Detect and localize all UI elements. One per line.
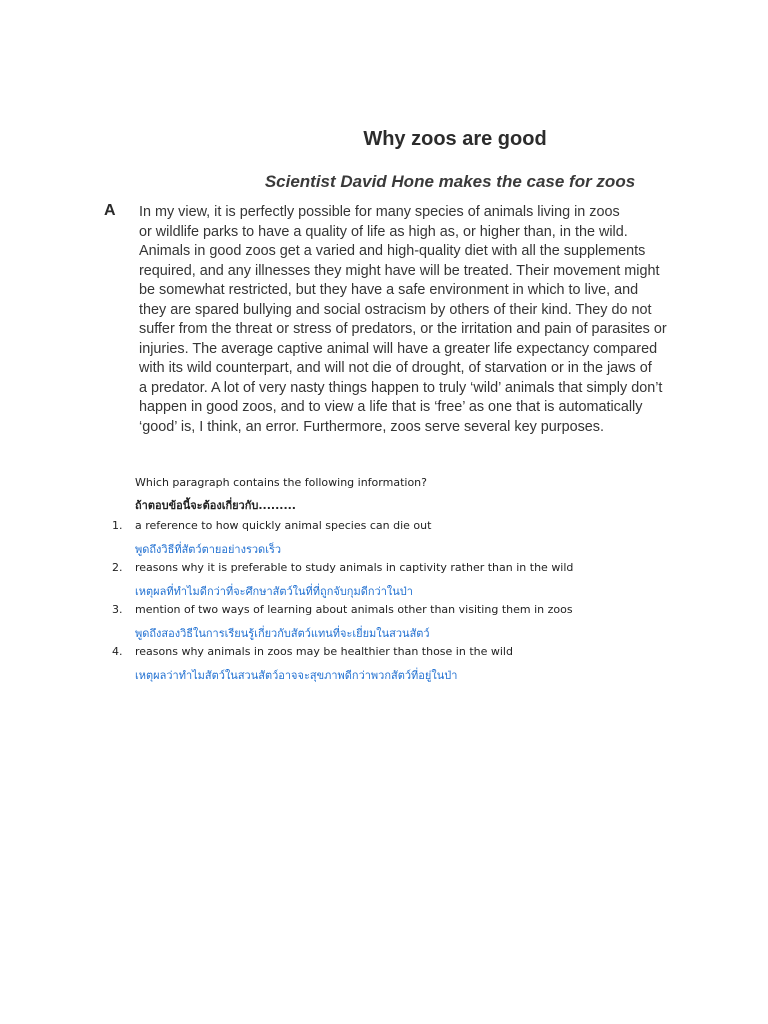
paragraph-line: or wildlife parks to have a quality of life as high as, or higher than, in the wild. [139, 223, 628, 240]
question-text: a reference to how quickly animal species can die out [135, 519, 432, 532]
question-number: 4. [112, 645, 123, 658]
question-item [110, 645, 670, 687]
article-subtitle: Scientist David Hone makes the case for zoos [264, 172, 636, 191]
paragraph-body [139, 203, 699, 437]
article-title: Why zoos are good [363, 128, 547, 150]
question-translation: เหตุผลว่าทำไมสัตว์ในสวนสัตว์อาจจะสุขภาพดีกว่าพวกสัตว์ที่อยู่ในป่า [135, 669, 458, 682]
question-text: mention of two ways of learning about animals other than visiting them in zoos [135, 603, 573, 616]
paragraph-line: a predator. A lot of very nasty things happen to truly ‘wild’ animals that simply don’t [139, 379, 663, 396]
question-text: reasons why animals in zoos may be healthier than those in the wild [135, 645, 513, 658]
question-translation: เหตุผลที่ทำไมดีกว่าที่จะศึกษาสัตว์ในที่ที่ถูกจับกุมดีกว่าในป่า [135, 585, 413, 598]
question-item [110, 519, 670, 561]
question-translation: พูดถึงวิธีที่สัตว์ตายอย่างรวดเร็ว [135, 543, 282, 556]
question-number: 1. [112, 519, 123, 532]
paragraph-line: In my view, it is perfectly possible for many species of animals living in zoos [139, 204, 620, 220]
question-text: reasons why it is preferable to study animals in captivity rather than in the wild [135, 561, 574, 574]
question-number: 3. [112, 603, 123, 616]
question-item [110, 603, 670, 645]
paragraph-line: they are spared bullying and social ostracism by others of their kind. They do not [139, 301, 652, 318]
question-prompt: Which paragraph contains the following information? [135, 476, 427, 489]
paragraph-line: ‘good’ is, I think, an error. Furthermore, zoos serve several key purposes. [139, 418, 604, 435]
paragraph-letter: A [104, 202, 116, 219]
paragraph-line: required, and any illnesses they might have will be treated. Their movement might [139, 262, 660, 279]
paragraph-line: Animals in good zoos get a varied and high-quality diet with all the supplements [139, 243, 646, 259]
question-number: 2. [112, 561, 123, 574]
paragraph-line: be somewhat restricted, but they have a safe environment in which to live, and [139, 282, 639, 298]
paragraph-line: happen in good zoos, and to view a life that is ‘free’ as one that is automatically [139, 399, 643, 415]
question-prompt-thai: ถ้าตอบข้อนี้จะต้องเกี่ยวกับ......... [135, 499, 296, 512]
paragraph-line: with its wild counterpart, and will not die of drought, of starvation or in the jaws of [139, 360, 652, 376]
paragraph-line: suffer from the threat or stress of predators, or the irritation and pain of parasites or [139, 321, 667, 337]
question-item [110, 561, 670, 603]
paragraph-line: injuries. The average captive animal will have a greater life expectancy compared [139, 340, 658, 357]
question-translation: พูดถึงสองวิธีในการเรียนรู้เกี่ยวกับสัตว์แทนที่จะเยี่ยมในสวนสัตว์ [135, 627, 430, 640]
